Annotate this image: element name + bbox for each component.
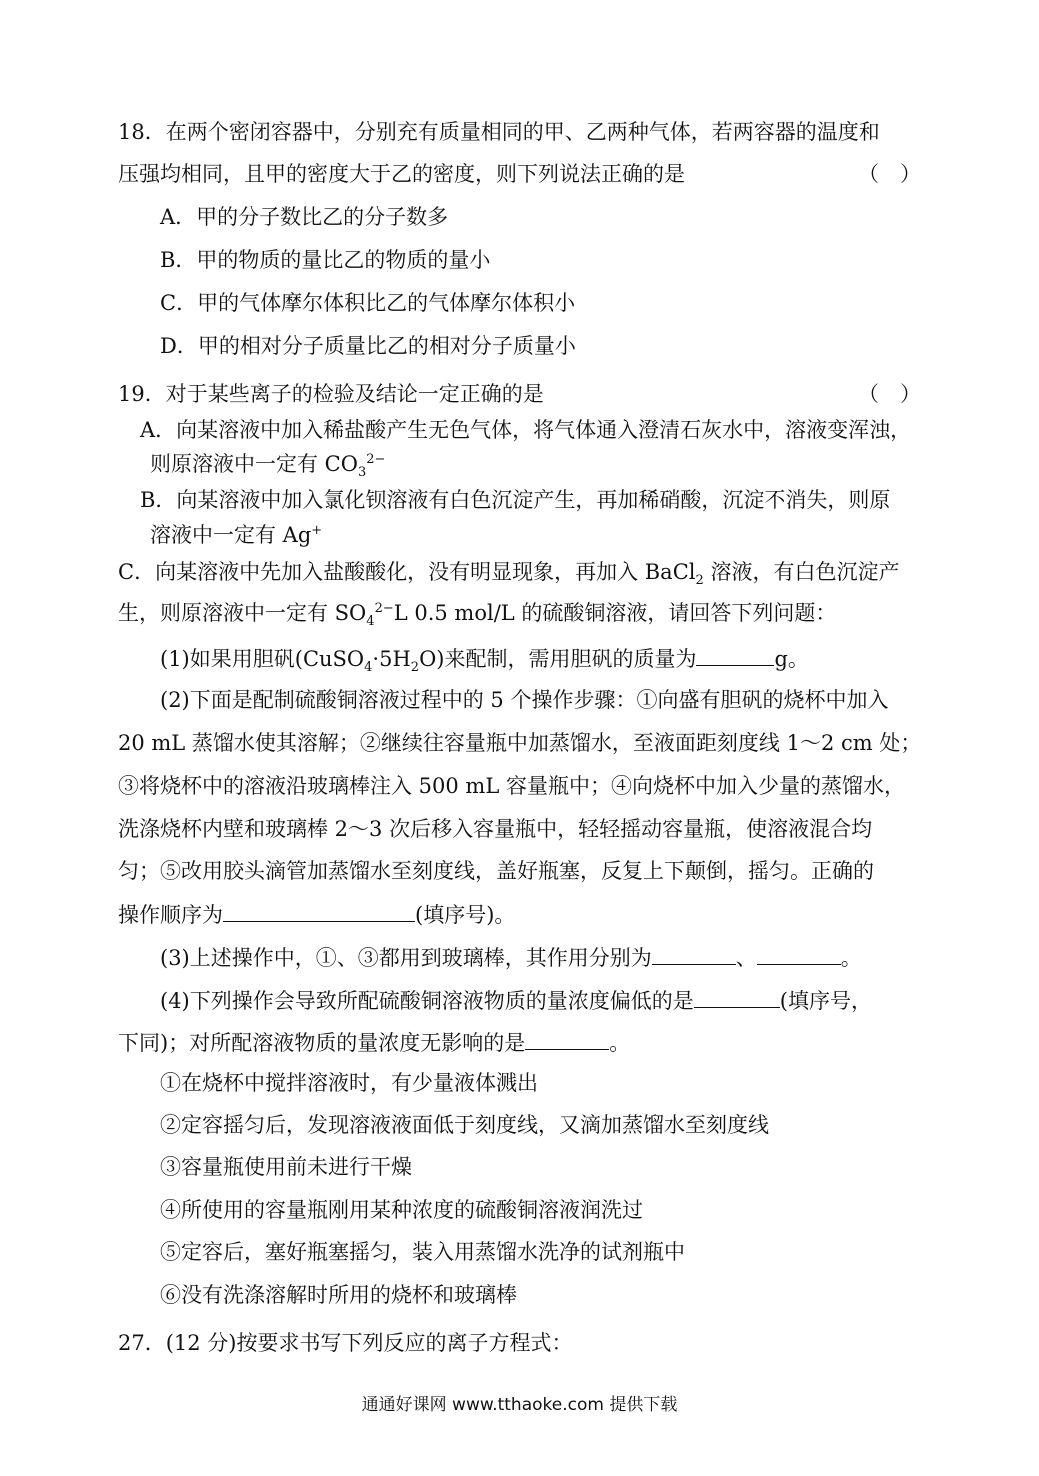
part2-line5: 匀；⑤改用胶头滴管加蒸馏水至刻度线，盖好瓶塞，反复上下颠倒，摇匀。正确的 xyxy=(118,859,874,883)
q19-option-b-line2: 溶液中一定有 Ag+ xyxy=(150,523,323,547)
part3-line: (3)上述操作中，①、③都用到玻璃棒，其作用分别为 、 。 xyxy=(160,942,862,972)
part4-line2: 下同)；对所配溶液物质的量浓度无影响的是 。 xyxy=(118,1027,630,1057)
part2-line2: 20 mL 蒸馏水使其溶解；②继续往容量瓶中加蒸馏水，至液面距刻度线 1～2 cm 处； xyxy=(118,731,922,755)
q19-option-c-line1: C．向某溶液中先加入盐酸酸化，没有明显现象，再加入 BaCl$_2$ 溶液，有白色沉淀产 xyxy=(118,560,900,589)
no-effect-blank[interactable] xyxy=(525,1027,609,1050)
q18-answer-paren: （ ） xyxy=(858,162,921,186)
item-6: ⑥没有洗涤溶解时所用的烧杯和玻璃棒 xyxy=(160,1283,517,1307)
rod-use-blank-2[interactable] xyxy=(757,942,841,965)
order-answer-blank[interactable] xyxy=(223,899,415,922)
part4-line1: (4)下列操作会导致所配硫酸铜溶液物质的量浓度偏低的是 (填序号， xyxy=(160,985,872,1015)
part1-line: (1)如果用胆矾$(CuSO_4\cdot 5H_2O)$来配制，需用胆矾的质量为 g。 xyxy=(160,643,809,673)
q19-option-a-line1: A．向某溶液中加入稀盐酸产生无色气体，将气体通入澄清石灰水中，溶液变浑浊， xyxy=(140,418,912,442)
item-4: ④所使用的容量瓶刚用某种浓度的硫酸铜溶液润洗过 xyxy=(160,1198,643,1222)
item-2: ②定容摇匀后，发现溶液液面低于刻度线，又滴加蒸馏水至刻度线 xyxy=(160,1113,769,1137)
rod-use-blank-1[interactable] xyxy=(652,942,736,965)
part2-line1: (2)下面是配制硫酸铜溶液过程中的 5 个操作步骤：①向盛有胆矾的烧杯中加入 xyxy=(160,688,889,712)
q18-stem-line2: 压强均相同，且甲的密度大于乙的密度，则下列说法正确的是 xyxy=(118,162,685,186)
q19-option-a-line2: 则原溶液中一定有 $CO_3^{2-}$ xyxy=(150,452,386,481)
item-3: ③容量瓶使用前未进行干燥 xyxy=(160,1155,412,1179)
q18-stem-line1: 18．在两个密闭容器中，分别充有质量相同的甲、乙两种气体，若两容器的温度和 xyxy=(118,120,880,144)
q19-option-b-line1: B．向某溶液中加入氯化钡溶液有白色沉淀产生，再加稀硝酸，沉淀不消失，则原 xyxy=(140,488,891,512)
q19-option-c-line2: 生，则原溶液中一定有 $SO_4^{2-}L$ 0.5 mol/L 的硫酸铜溶液，请回答下列问题： xyxy=(118,601,837,630)
q18-option-b: B．甲的物质的量比乙的物质的量小 xyxy=(160,248,491,272)
q27-stem: 27．(12 分)按要求书写下列反应的离子方程式： xyxy=(118,1331,573,1355)
part2-line6: 操作顺序为 (填序号)。 xyxy=(118,899,515,929)
q18-option-d: D．甲的相对分子质量比乙的相对分子质量小 xyxy=(160,334,576,358)
page-footer: 通通好课网 www.tthaoke.com 提供下载 xyxy=(361,1395,678,1415)
q18-option-c: C．甲的气体摩尔体积比乙的气体摩尔体积小 xyxy=(160,291,576,315)
part2-line3: ③将烧杯中的溶液沿玻璃棒注入 500 mL 容量瓶中；④向烧杯中加入少量的蒸馏水， xyxy=(118,774,905,798)
q19-stem: 19．对于某些离子的检验及结论一定正确的是 xyxy=(118,382,544,406)
mass-answer-blank[interactable] xyxy=(696,643,774,666)
item-5: ⑤定容后，塞好瓶塞摇匀，装入用蒸馏水洗净的试剂瓶中 xyxy=(160,1240,685,1264)
part2-line4: 洗涤烧杯内壁和玻璃棒 2～3 次后移入容量瓶中，轻轻摇动容量瓶，使溶液混合均 xyxy=(118,817,873,841)
q18-option-a: A．甲的分子数比乙的分子数多 xyxy=(160,205,449,229)
item-1: ①在烧杯中搅拌溶液时，有少量液体溅出 xyxy=(160,1071,538,1095)
q19-answer-paren: （ ） xyxy=(858,382,921,406)
low-conc-blank[interactable] xyxy=(694,985,780,1008)
